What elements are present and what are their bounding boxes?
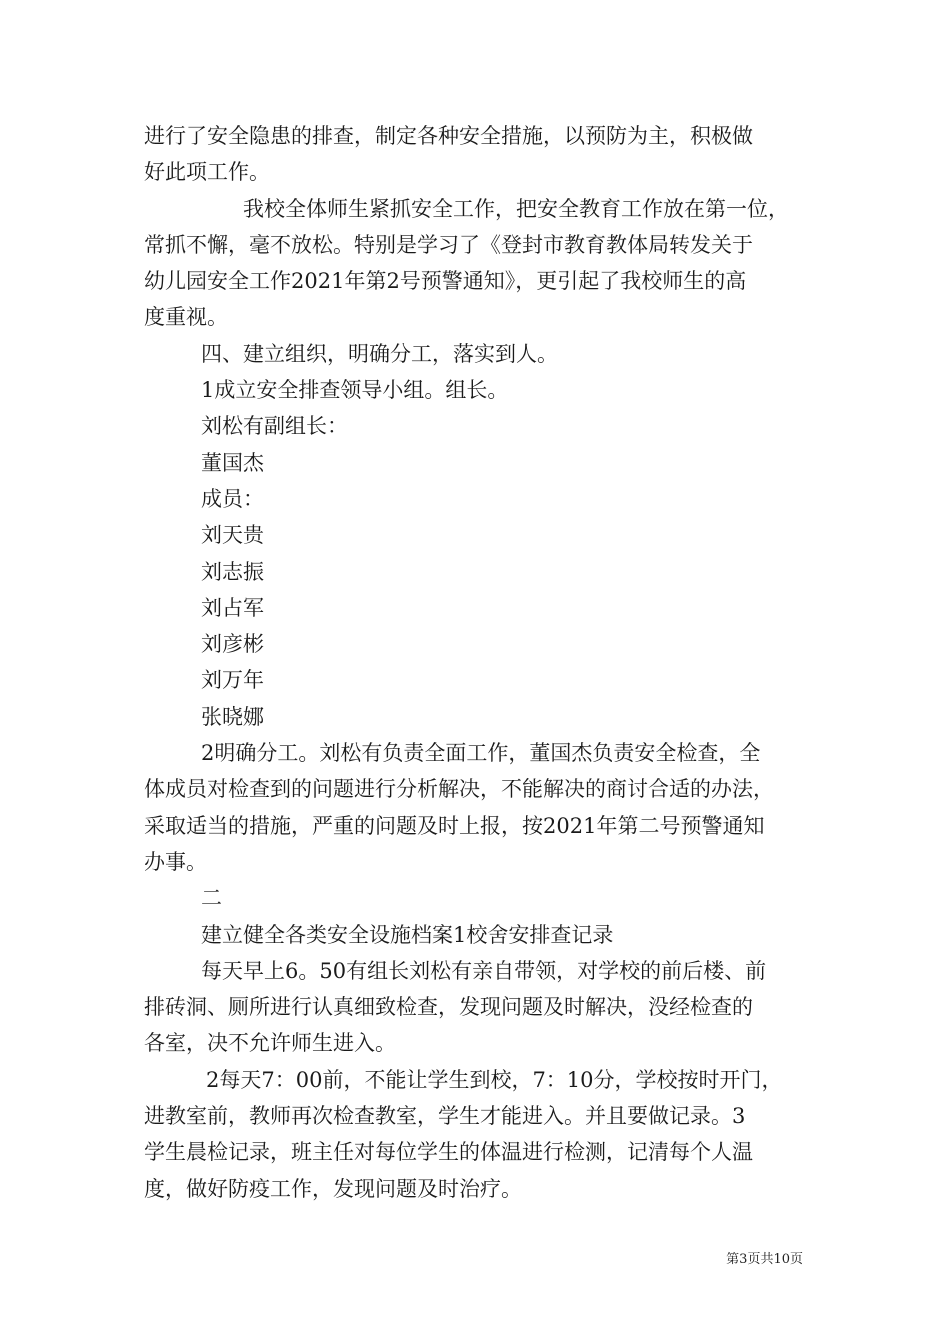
- text-line: 每天早上6。50有组长刘松有亲自带领，对学校的前后楼、前: [201, 958, 767, 983]
- text-line: 刘万年: [201, 668, 264, 693]
- text-line: 张晓娜: [201, 704, 264, 729]
- text-line: 采取适当的措施，严重的问题及时上报，按2021年第二号预警通知: [144, 813, 765, 838]
- text-line: 学生晨检记录，班主任对每位学生的体温进行检测，记清每个人温: [144, 1140, 753, 1165]
- text-line: 常抓不懈，毫不放松。特别是学习了《登封市教育教体局转发关于: [144, 232, 753, 257]
- text-line: 度，做好防疫工作，发现问题及时治疗。: [144, 1176, 522, 1201]
- text-line: 幼儿园安全工作2021年第2号预警通知》，更引起了我校师生的高: [144, 269, 747, 294]
- text-line: 成员：: [201, 486, 264, 511]
- text-line: 刘彦彬: [201, 632, 264, 657]
- page-number-footer: 第3页共10页: [726, 1252, 803, 1267]
- text-line: 刘松有副组长：: [201, 414, 348, 439]
- text-line: 刘天贵: [201, 523, 264, 548]
- text-line: 建立健全各类安全设施档案1校舍安排查记录: [201, 922, 614, 947]
- text-line: 刘占军: [201, 595, 264, 620]
- text-line: 我校全体师生紧抓安全工作，把安全教育工作放在第一位，: [243, 196, 789, 221]
- text-line: 二: [201, 886, 222, 911]
- text-line: 2每天7：00前，不能让学生到校，7：10分，学校按时开门，: [206, 1067, 783, 1092]
- text-line: 排砖洞、厕所进行认真细致检查，发现问题及时解决，没经检查的: [144, 995, 753, 1020]
- text-line: 进行了安全隐患的排查，制定各种安全措施，以预防为主，积极做: [144, 124, 753, 148]
- text-line: 董国杰: [201, 450, 264, 475]
- text-line: 度重视。: [144, 305, 228, 330]
- text-line: 各室，决不允许师生进入。: [144, 1031, 396, 1056]
- text-line: 办事。: [144, 849, 207, 874]
- text-line: 刘志振: [201, 559, 264, 584]
- text-line: 1成立安全排查领导小组。组长。: [201, 378, 509, 403]
- document-body: [144, 118, 816, 1207]
- text-line: 体成员对检查到的问题进行分析解决，不能解决的商讨合适的办法，: [144, 777, 774, 802]
- text-line: 2明确分工。刘松有负责全面工作，董国杰负责安全检查，全: [201, 741, 761, 766]
- text-line: 好此项工作。: [144, 160, 270, 185]
- text-line: 四、建立组织，明确分工，落实到人。: [201, 341, 558, 366]
- text-line: 进教室前，教师再次检查教室，学生才能进入。并且要做记录。3: [144, 1104, 746, 1129]
